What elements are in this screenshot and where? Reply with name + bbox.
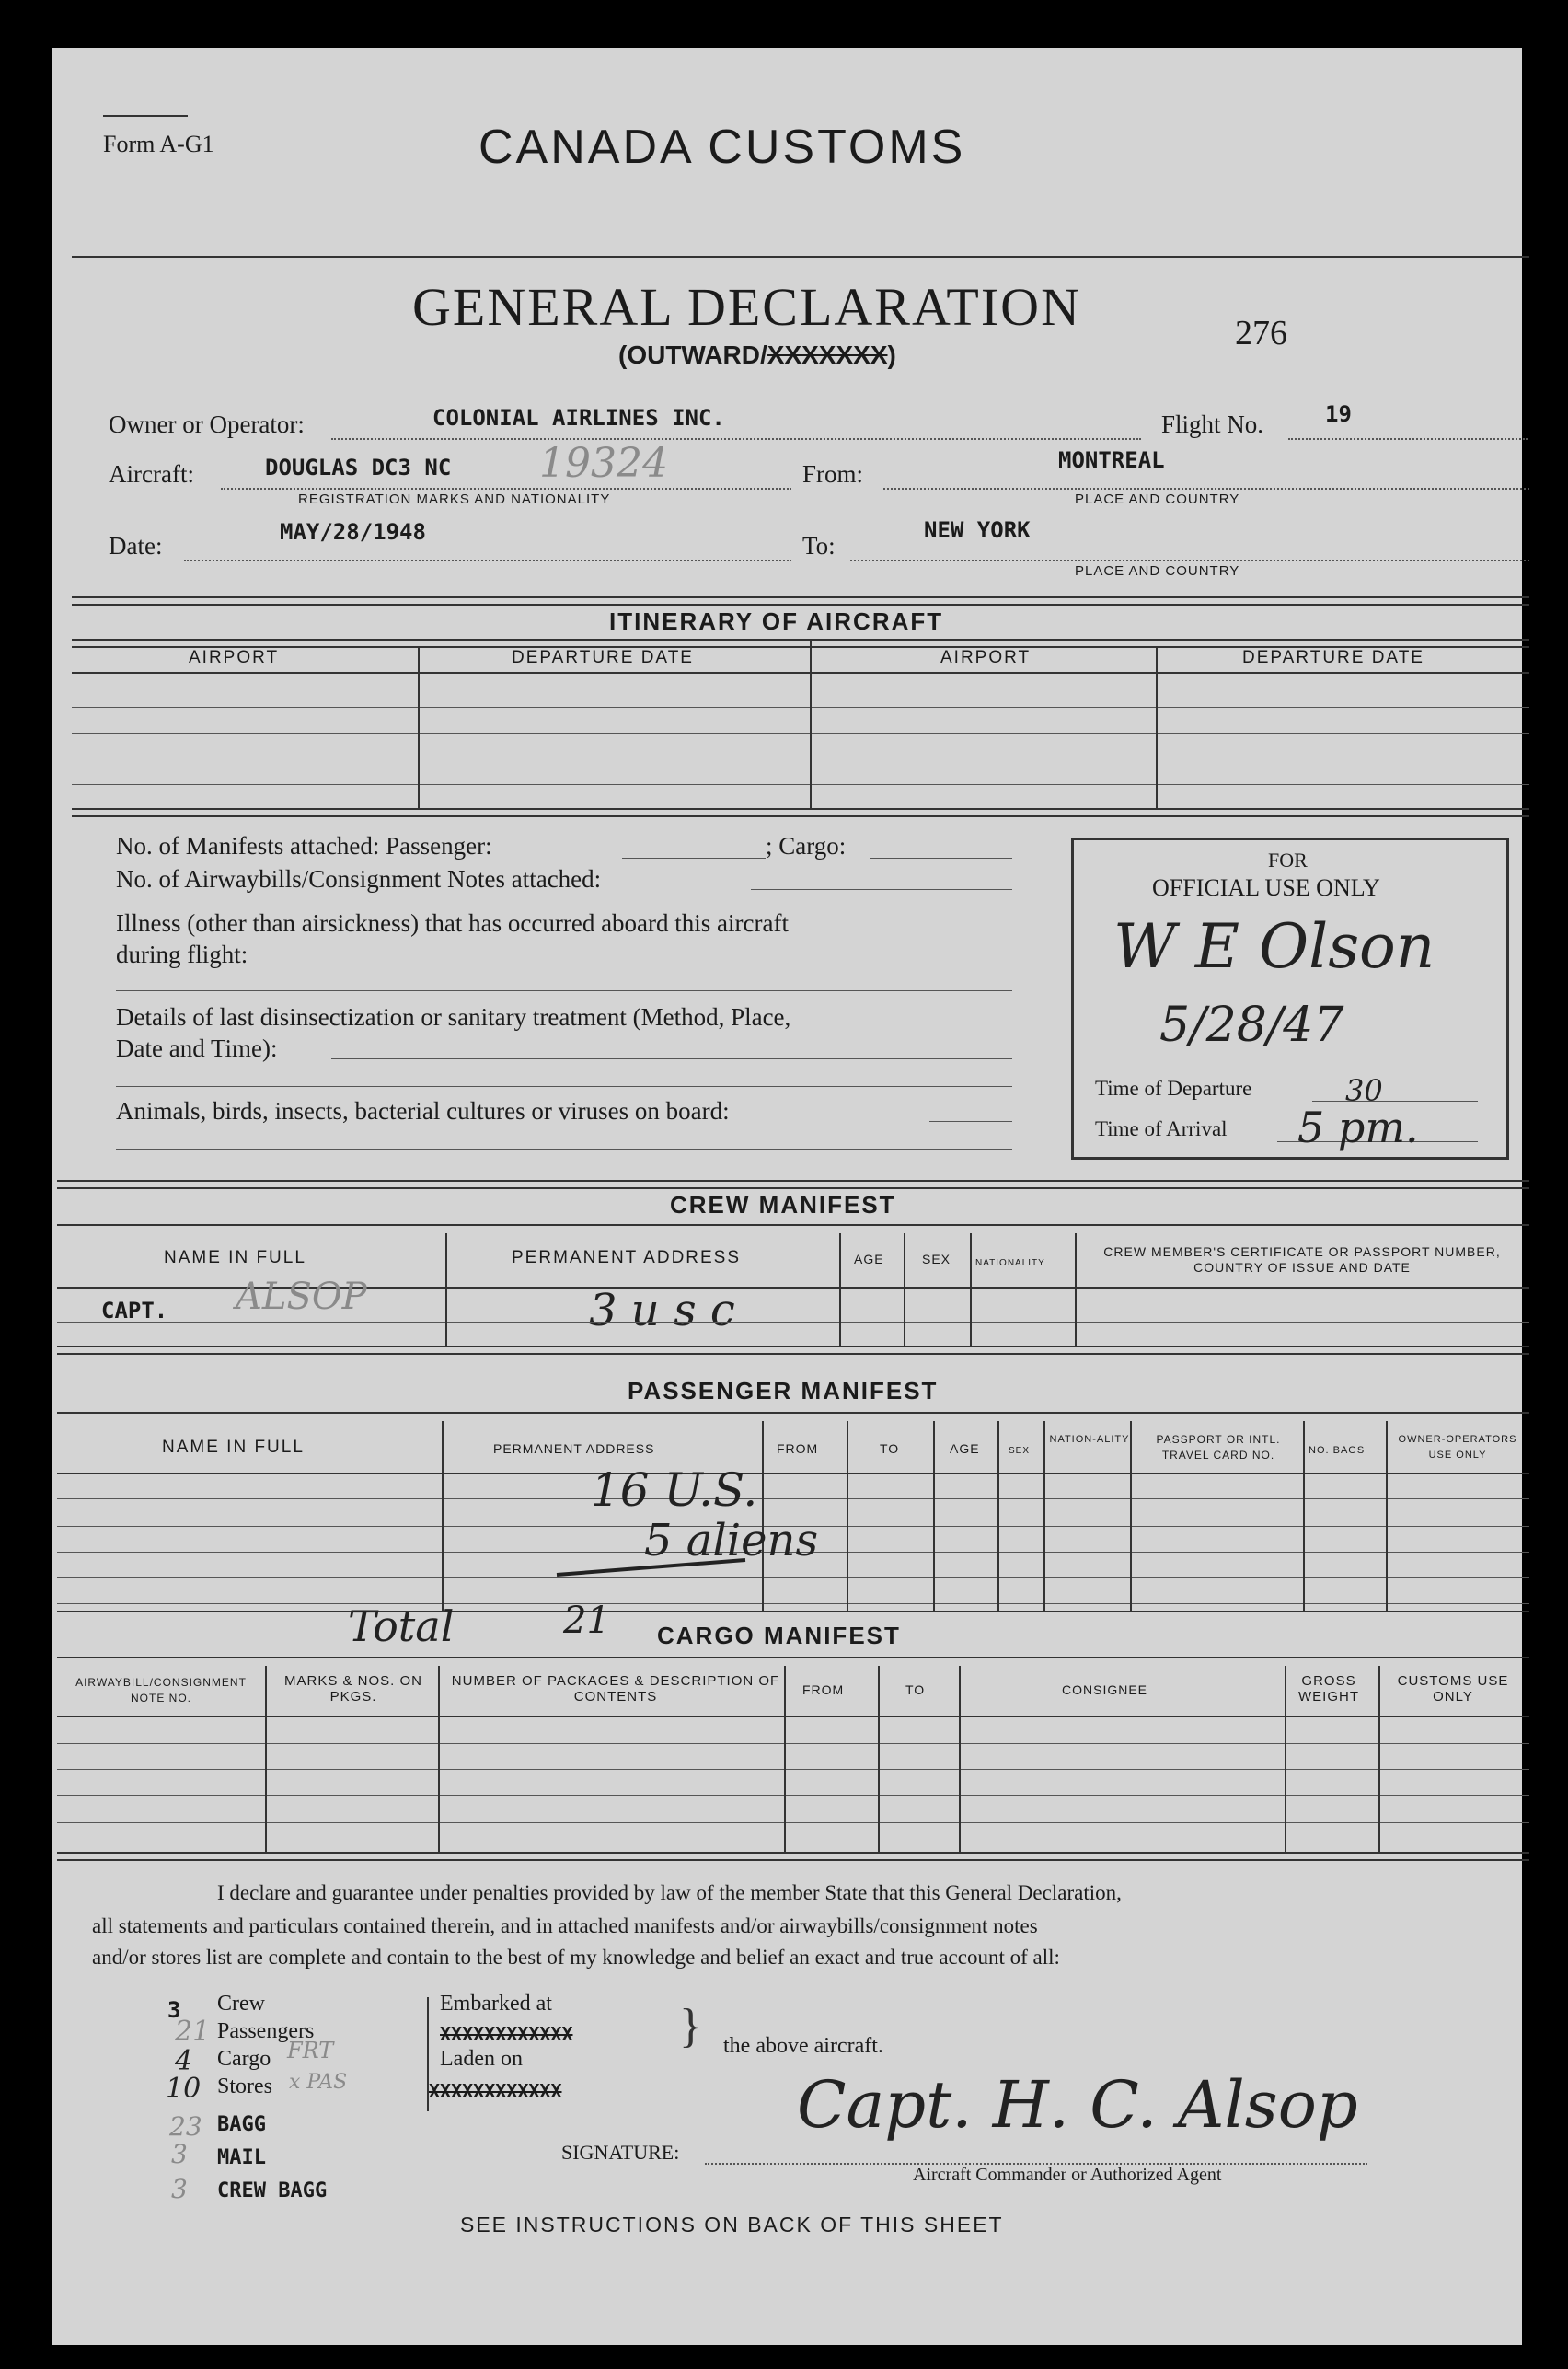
cargo-col-from: FROM [802, 1682, 845, 1697]
passenger-handwritten-underline [552, 1554, 755, 1590]
summary-label-mail: MAIL [217, 2146, 266, 2169]
to-line [850, 560, 1529, 561]
passenger-col-divider [442, 1421, 444, 1611]
summary-label-crew: Crew [217, 1992, 265, 2016]
aircraft-caption: REGISTRATION MARKS AND NATIONALITY [298, 491, 611, 507]
summary-label-crew-bagg: CREW BAGG [217, 2179, 328, 2202]
direction-typed: (OUTWARD/ [618, 341, 767, 369]
crew-bottom-rule-2 [57, 1353, 1529, 1355]
date-value: MAY/28/1948 [280, 519, 426, 545]
summary-count-stores: 10 [166, 2073, 202, 2105]
summary-count-crew: 3 [167, 1997, 181, 2023]
passenger-col-divider [1386, 1421, 1388, 1611]
owner-value: COLONIAL AIRLINES INC. [432, 405, 725, 431]
crew-col-nationality: NATIONALITY [975, 1258, 1045, 1268]
top-rule [103, 115, 188, 117]
from-label: From: [802, 460, 864, 488]
itinerary-col-departure-1: DEPARTURE DATE [512, 648, 694, 667]
crew-col-name: NAME IN FULL [164, 1248, 306, 1267]
passenger-handwritten-aliens: 5 aliens [644, 1515, 819, 1566]
animals-label: Animals, birds, insects, bacterial cultures or viruses on board: [116, 1097, 730, 1125]
cargo-col-marks: MARKS & NOS. ON PKGS. [283, 1673, 423, 1705]
passenger-col-bags: NO. BAGS [1309, 1445, 1366, 1456]
summary-count-mail: 3 [171, 2139, 188, 2169]
crew-col-certificate: CREW MEMBER'S CERTIFICATE OR PASSPORT NUMBER, COUNTRY OF ISSUE AND DATE [1103, 1244, 1501, 1275]
itinerary-row-line [72, 707, 1529, 708]
crew-top-rule-2 [57, 1187, 1529, 1189]
signature-caption: Aircraft Commander or Authorized Agent [913, 2165, 1222, 2185]
crew-header-top [57, 1224, 1529, 1226]
itinerary-row-line [72, 784, 1529, 785]
instructions-footer: SEE INSTRUCTIONS ON BACK OF THIS SHEET [460, 2213, 1004, 2236]
cargo-col-divider [878, 1666, 880, 1852]
passenger-row-line [57, 1603, 1529, 1604]
cargo-row-line [57, 1769, 1529, 1770]
crew-row-name-handwritten: ALSOP [236, 1276, 367, 1318]
signature-label: SIGNATURE: [561, 2141, 680, 2164]
itinerary-col-airport-1: AIRPORT [189, 648, 280, 667]
declaration-line-2: all statements and particulars contained therein, and in attached manifests and/or airwaybills/consignment notes [92, 1914, 1038, 1937]
crew-row-address-handwritten: 3 u s c [589, 1285, 735, 1336]
animals-line [929, 1121, 1012, 1122]
direction-close: ) [887, 341, 896, 369]
itinerary-bottom-rule-2 [72, 815, 1529, 817]
summary-label-passengers: Passengers [217, 2019, 315, 2043]
illness-line-2 [116, 990, 1012, 991]
laden-label: Laden on [440, 2047, 523, 2071]
divider [72, 256, 1529, 258]
crew-col-divider [904, 1233, 905, 1346]
document-number: 276 [1235, 314, 1287, 352]
itinerary-top-rule [72, 596, 1529, 598]
cargo-header-bottom [57, 1716, 1529, 1717]
itinerary-header-rule [72, 672, 1529, 674]
crew-col-divider [970, 1233, 972, 1346]
illness-label-1: Illness (other than airsickness) that has occurred aboard this aircraft [116, 909, 789, 937]
date-label: Date: [109, 532, 163, 560]
flight-value: 19 [1325, 401, 1352, 427]
summary-count-passengers: 21 [175, 2016, 211, 2048]
disinsect-label-2: Date and Time): [116, 1034, 278, 1062]
departure-time-line [1312, 1101, 1478, 1102]
passenger-row-line [57, 1498, 1529, 1499]
flight-label: Flight No. [1161, 410, 1264, 438]
from-caption: PLACE AND COUNTRY [1075, 491, 1240, 507]
above-aircraft-label: the above aircraft. [723, 2034, 883, 2058]
embarked-label: Embarked at [440, 1992, 552, 2016]
cargo-col-divider [1378, 1666, 1380, 1852]
itinerary-top-rule-2 [72, 604, 1529, 606]
illness-label-2: during flight: [116, 941, 248, 968]
passenger-col-from: FROM [777, 1441, 819, 1456]
crew-col-divider [445, 1233, 447, 1346]
passenger-col-divider [1130, 1421, 1132, 1611]
airwaybills-label: No. of Airwaybills/Consignment Notes attached: [116, 865, 602, 893]
passenger-col-divider [997, 1421, 999, 1611]
crew-bottom-rule [57, 1346, 1529, 1347]
cargo-label: ; Cargo: [766, 832, 847, 860]
airwaybills-line [751, 889, 1012, 890]
cargo-line [870, 858, 1012, 859]
animals-line-2 [116, 1149, 1012, 1150]
disinsect-line [331, 1058, 1012, 1059]
manifests-label: No. of Manifests attached: Passenger: [116, 832, 492, 860]
crew-col-divider [1075, 1233, 1077, 1346]
direction-struck: XXXXXXX [767, 341, 888, 369]
summary-label-cargo: Cargo [217, 2047, 271, 2071]
passenger-header-top [57, 1412, 1529, 1414]
passenger-col-address: PERMANENT ADDRESS [493, 1441, 655, 1456]
itinerary-title: ITINERARY OF AIRCRAFT [609, 607, 944, 635]
direction-label [618, 341, 896, 370]
aircraft-value: DOUGLAS DC3 NC [265, 455, 452, 480]
cargo-col-divider [1285, 1666, 1286, 1852]
itinerary-rule [72, 639, 1529, 641]
passenger-col-sex: SEX [1009, 1446, 1031, 1456]
to-label: To: [802, 532, 836, 560]
cargo-col-divider [438, 1666, 440, 1852]
passenger-col-passport: PASSPORT OR INTL. TRAVEL CARD NO. [1156, 1433, 1281, 1462]
declaration-line-3: and/or stores list are complete and contain to the best of my knowledge and belief an exact and true account of all: [92, 1946, 1060, 1969]
itinerary-col-departure-2: DEPARTURE DATE [1242, 648, 1424, 667]
owner-label: Owner or Operator: [109, 410, 305, 438]
flight-line [1288, 438, 1528, 440]
crew-col-sex: SEX [922, 1252, 951, 1266]
page-title: CANADA CUSTOMS [478, 121, 966, 174]
signature-handwritten: Capt. H. C. Alsop [797, 2067, 1358, 2143]
passenger-header-bottom [57, 1473, 1529, 1474]
itinerary-col-divider [810, 639, 812, 808]
from-value: MONTREAL [1058, 447, 1165, 473]
passenger-col-name: NAME IN FULL [162, 1438, 305, 1457]
passenger-col-divider [1303, 1421, 1305, 1611]
arrival-time-label: Time of Arrival [1095, 1117, 1228, 1140]
passenger-row-line [57, 1577, 1529, 1578]
cargo-col-divider [265, 1666, 267, 1852]
summary-note-stores: x PAS [289, 2071, 348, 2094]
aircraft-label: Aircraft: [109, 460, 194, 488]
passenger-col-owner: OWNER-OPERATORS USE ONLY [1398, 1434, 1517, 1461]
aircraft-reg-handwritten: 19324 [539, 440, 668, 487]
official-signature-handwritten: W E Olson [1113, 911, 1435, 982]
cargo-col-customs: CUSTOMS USE ONLY [1397, 1673, 1509, 1705]
itinerary-col-divider [1156, 646, 1158, 808]
crew-col-age: AGE [854, 1252, 884, 1266]
passenger-col-age: AGE [950, 1441, 980, 1456]
departure-time-handwritten: 30 [1345, 1073, 1383, 1108]
summary-brace: } [679, 2000, 702, 2052]
crew-top-rule [57, 1180, 1529, 1182]
cargo-col-packages: NUMBER OF PACKAGES & DESCRIPTION OF CONTENTS [451, 1673, 780, 1705]
to-value: NEW YORK [924, 517, 1031, 543]
crew-col-divider [839, 1233, 841, 1346]
arrival-time-handwritten: 5 pm. [1297, 1103, 1419, 1152]
from-line [883, 488, 1529, 490]
itinerary-row-line [72, 733, 1529, 734]
owner-line [331, 438, 1141, 440]
embarked-struck: XXXXXXXXXXXX [440, 2023, 573, 2045]
date-line [184, 560, 791, 561]
cargo-handwritten-total: Total [348, 1601, 455, 1651]
cargo-row-line [57, 1743, 1529, 1744]
cargo-row-line [57, 1822, 1529, 1823]
summary-count-bagg: 23 [169, 2111, 202, 2142]
official-for: FOR [1268, 849, 1308, 872]
cargo-row-line [57, 1795, 1529, 1796]
to-caption: PLACE AND COUNTRY [1075, 563, 1240, 579]
official-title: OFFICIAL USE ONLY [1152, 874, 1380, 901]
form-number: Form A-G1 [103, 131, 214, 157]
cargo-header-top [57, 1657, 1529, 1658]
cargo-handwritten-21: 21 [563, 1600, 610, 1642]
manifests-line [622, 858, 766, 859]
document-title: GENERAL DECLARATION [412, 277, 1081, 337]
cargo-bottom-rule [57, 1852, 1529, 1854]
passenger-title: PASSENGER MANIFEST [628, 1377, 939, 1404]
itinerary-col-airport-2: AIRPORT [940, 648, 1032, 667]
passenger-col-divider [1043, 1421, 1045, 1611]
passenger-bottom-rule [57, 1611, 1529, 1612]
crew-row-line [57, 1322, 1529, 1323]
passenger-col-to: TO [880, 1441, 900, 1456]
summary-label-bagg: BAGG [217, 2113, 266, 2136]
crew-row-typed: CAPT. [101, 1298, 168, 1323]
summary-label-stores: Stores [217, 2074, 272, 2098]
passenger-col-divider [847, 1421, 848, 1611]
itinerary-col-divider [418, 646, 420, 808]
summary-note-cargo: FRT [287, 2038, 334, 2063]
disinsect-label-1: Details of last disinsectization or sanitary treatment (Method, Place, [116, 1003, 791, 1031]
itinerary-bottom-rule [72, 808, 1529, 810]
cargo-col-divider [784, 1666, 786, 1852]
passenger-col-nationality: NATION-ALITY [1049, 1434, 1130, 1445]
crew-col-address: PERMANENT ADDRESS [512, 1248, 742, 1267]
laden-struck: XXXXXXXXXXXX [429, 2080, 562, 2102]
cargo-col-divider [959, 1666, 961, 1852]
cargo-col-consignee: CONSIGNEE [1062, 1682, 1148, 1697]
disinsect-line-2 [116, 1086, 1012, 1087]
cargo-col-airwaybill: AIRWAYBILL/CONSIGNMENT NOTE NO. [75, 1676, 247, 1705]
official-date-handwritten: 5/28/47 [1159, 998, 1344, 1053]
crew-title: CREW MANIFEST [670, 1191, 896, 1219]
passenger-col-divider [933, 1421, 935, 1611]
summary-count-cargo: 4 [175, 2045, 193, 2077]
departure-time-label: Time of Departure [1095, 1077, 1252, 1100]
cargo-col-weight: GROSS WEIGHT [1298, 1673, 1359, 1705]
declaration-line-1: I declare and guarantee under penalties provided by law of the member State that this General Declaration, [217, 1881, 1122, 1904]
passenger-handwritten-us: 16 U.S. [591, 1463, 758, 1517]
cargo-title: CARGO MANIFEST [657, 1622, 901, 1649]
aircraft-line [221, 488, 791, 490]
summary-count-crew-bagg: 3 [171, 2174, 188, 2204]
cargo-col-to: TO [905, 1682, 926, 1697]
cargo-bottom-rule-2 [57, 1859, 1529, 1861]
underline-stroke [552, 1554, 755, 1582]
